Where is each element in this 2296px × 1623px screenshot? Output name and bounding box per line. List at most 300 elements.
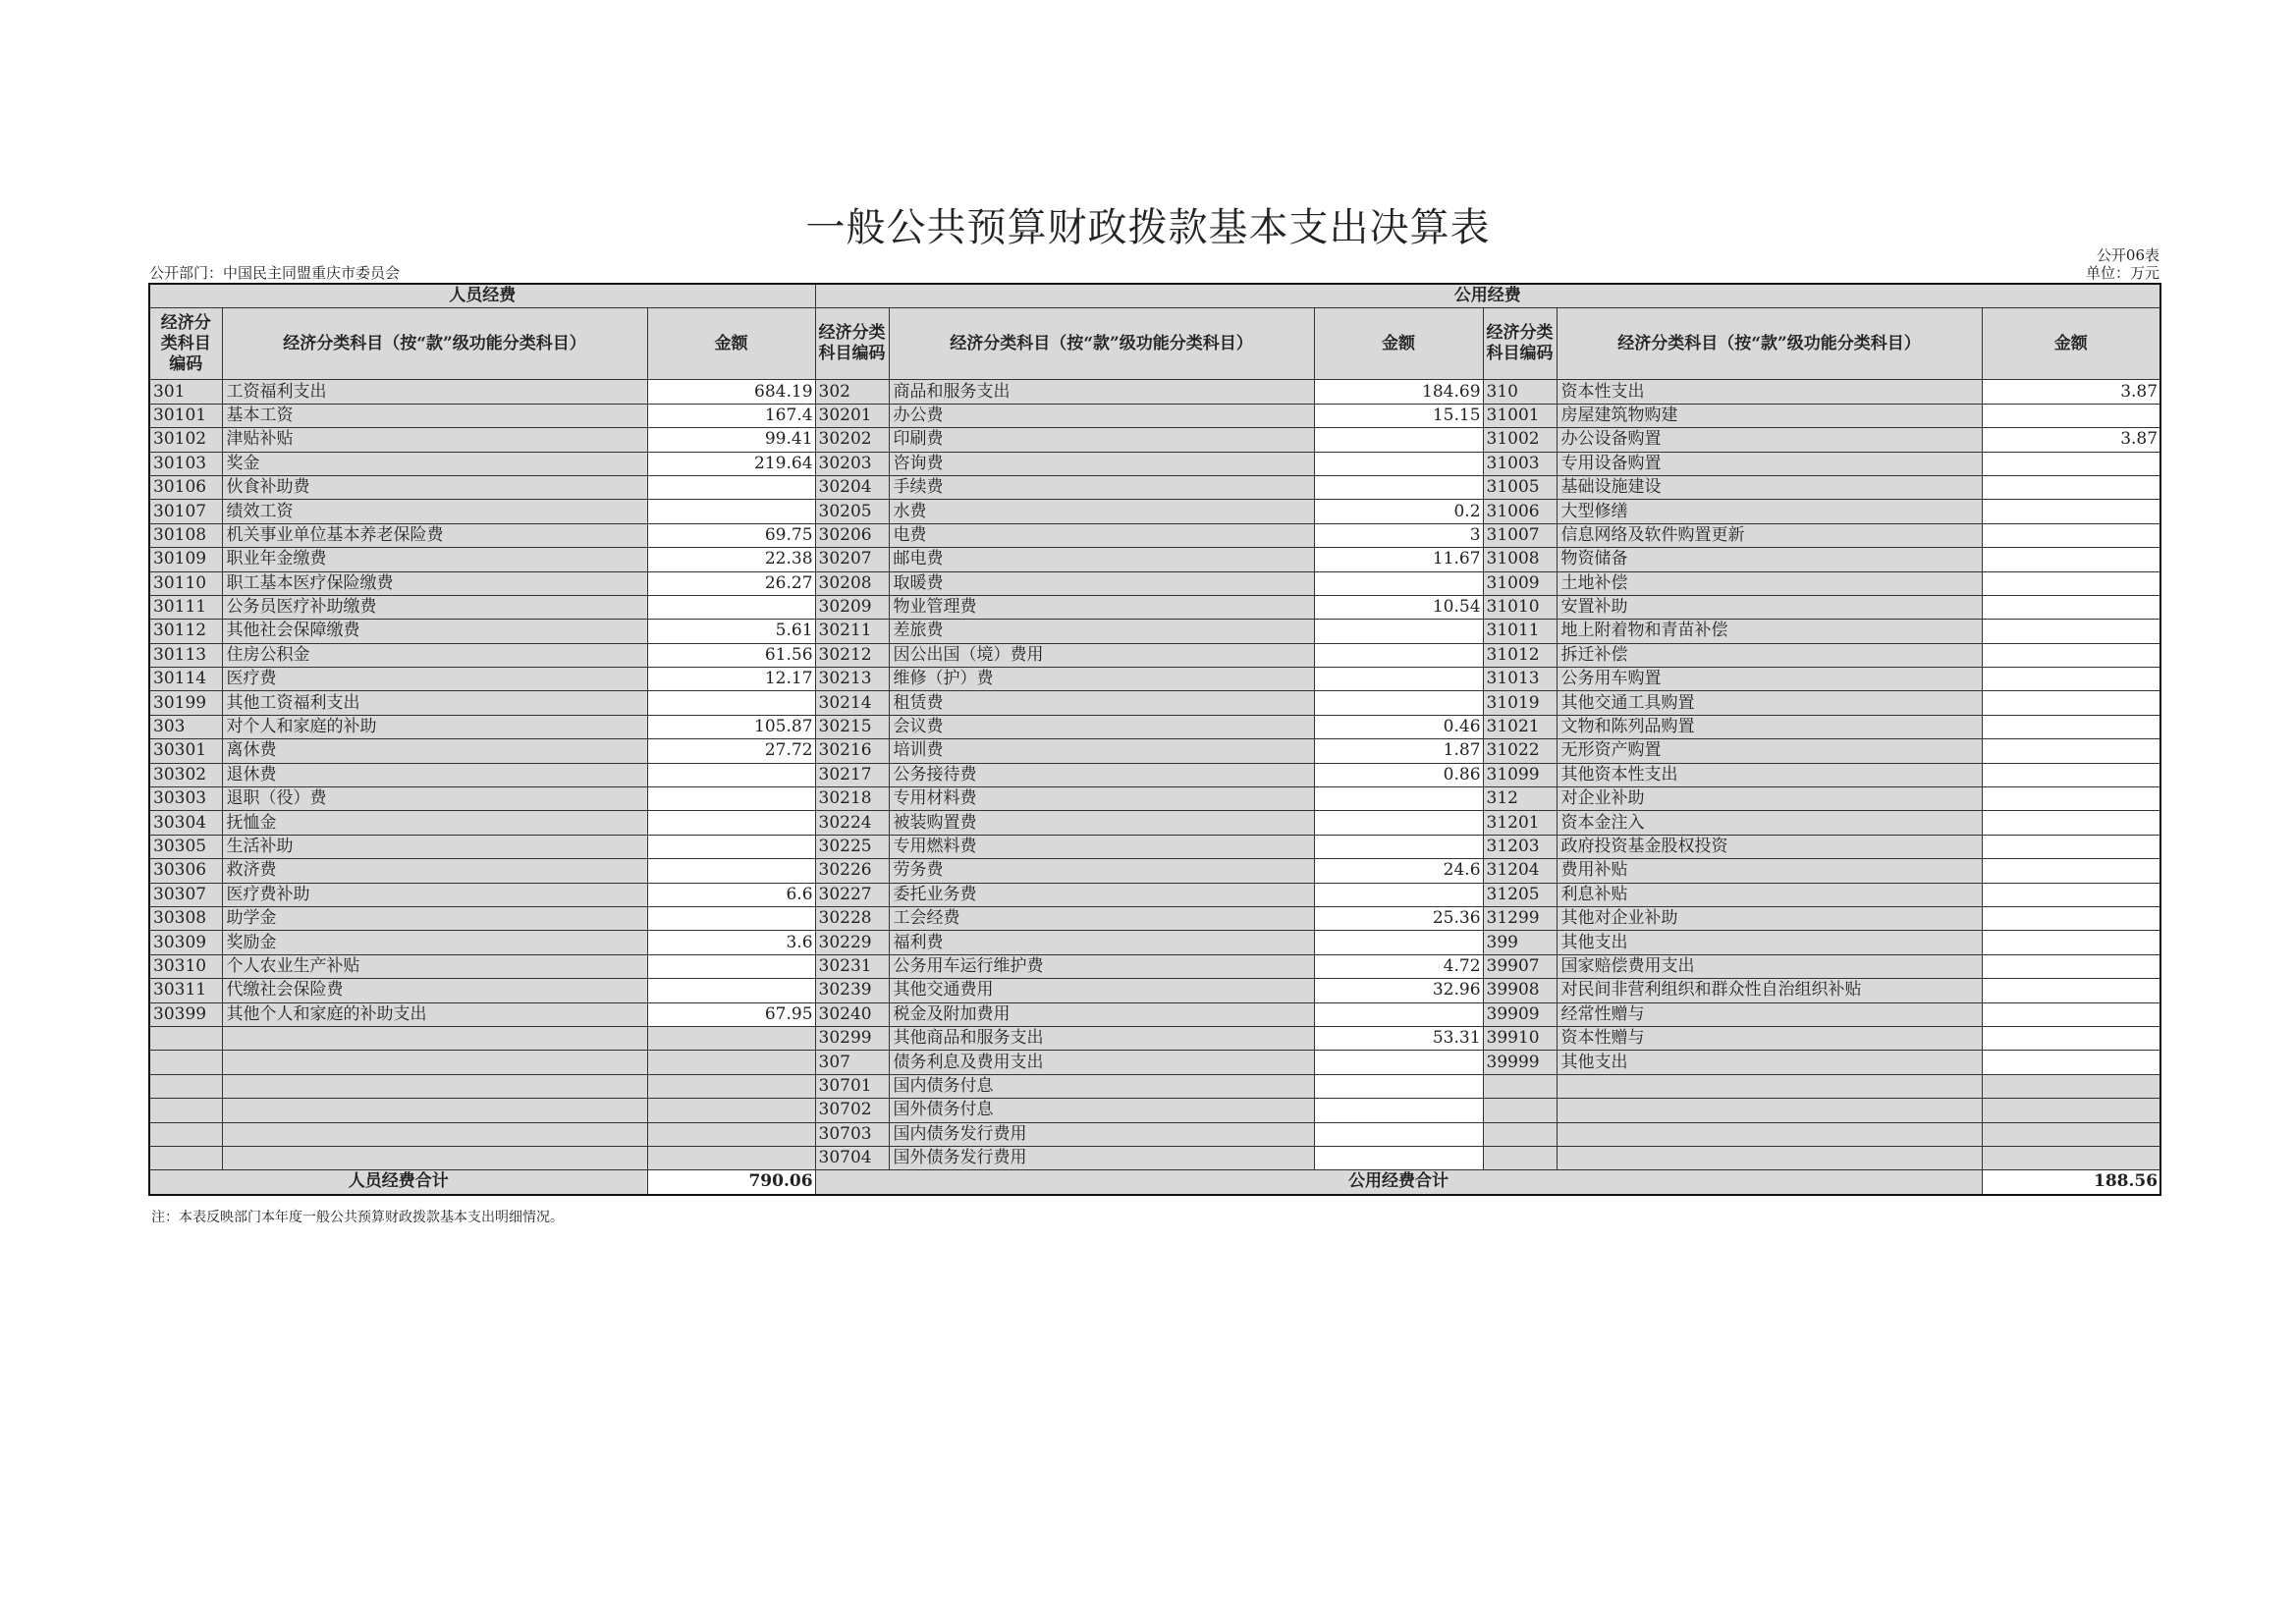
row-code: 30304: [149, 811, 222, 835]
row-name: 其他商品和服务支出: [889, 1026, 1314, 1050]
row-name: 机关事业单位基本养老保险费: [222, 523, 647, 547]
row-code: 31203: [1483, 835, 1557, 858]
row-name: 邮电费: [889, 548, 1314, 571]
row-amount: 0.86: [1314, 763, 1483, 786]
row-code: 31002: [1483, 428, 1557, 452]
table-row: [149, 739, 2160, 763]
row-code: 30199: [149, 691, 222, 715]
row-name: 其他个人和家庭的补助支出: [222, 1002, 647, 1026]
row-amount: [1314, 452, 1483, 475]
table-row: [149, 523, 2160, 547]
row-amount: 0.46: [1314, 715, 1483, 738]
row-code: [149, 1026, 222, 1050]
form-number: 公开06表: [2096, 246, 2159, 264]
row-amount: [1982, 500, 2160, 523]
row-amount: [647, 811, 815, 835]
row-amount: [1982, 620, 2160, 643]
row-code: 39908: [1483, 979, 1557, 1002]
row-amount: 5.61: [647, 620, 815, 643]
row-amount: 167.4: [647, 404, 815, 427]
table-row: [149, 1146, 2160, 1169]
row-code: [1483, 1099, 1557, 1122]
row-amount: [1982, 715, 2160, 738]
row-code: 30231: [815, 954, 889, 978]
row-amount: [1982, 859, 2160, 883]
row-code: 303: [149, 715, 222, 738]
row-amount: [1314, 1051, 1483, 1074]
row-amount: [1982, 1122, 2160, 1146]
row-name: 政府投资基金股权投资: [1557, 835, 1982, 858]
row-amount: [1982, 571, 2160, 595]
row-name: 文物和陈列品购置: [1557, 715, 1982, 738]
row-name: 培训费: [889, 739, 1314, 763]
row-name: 安置补助: [1557, 595, 1982, 619]
row-name: 电费: [889, 523, 1314, 547]
row-amount: [1982, 883, 2160, 906]
row-name: 手续费: [889, 475, 1314, 499]
row-code: 30229: [815, 931, 889, 954]
row-name: 土地补偿: [1557, 571, 1982, 595]
row-name: 公务接待费: [889, 763, 1314, 786]
row-amount: [647, 1026, 815, 1050]
row-amount: [1314, 883, 1483, 906]
row-amount: [1314, 691, 1483, 715]
row-code: 30113: [149, 643, 222, 667]
row-amount: [1314, 428, 1483, 452]
row-code: 30307: [149, 883, 222, 906]
row-code: 30240: [815, 1002, 889, 1026]
row-amount: [647, 1051, 815, 1074]
row-name: 个人农业生产补贴: [222, 954, 647, 978]
row-code: 30305: [149, 835, 222, 858]
row-code: 31011: [1483, 620, 1557, 643]
row-amount: [1314, 1099, 1483, 1122]
table-row: [149, 691, 2160, 715]
row-code: 30101: [149, 404, 222, 427]
row-name: 资本性赠与: [1557, 1026, 1982, 1050]
footnote: 注：本表反映部门本年度一般公共预算财政拨款基本支出明细情况。: [151, 1210, 564, 1225]
row-amount: [647, 1074, 815, 1098]
row-code: 30217: [815, 763, 889, 786]
table-row: [149, 380, 2160, 404]
row-code: 31012: [1483, 643, 1557, 667]
table-row: [149, 404, 2160, 427]
row-name: 生活补助: [222, 835, 647, 858]
row-name: 其他工资福利支出: [222, 691, 647, 715]
row-amount: [1982, 1146, 2160, 1169]
row-amount: [647, 595, 815, 619]
row-amount: [1314, 620, 1483, 643]
row-code: 312: [1483, 787, 1557, 811]
row-code: 30208: [815, 571, 889, 595]
row-code: 30106: [149, 475, 222, 499]
row-code: 30201: [815, 404, 889, 427]
personnel-total-label: 人员经费合计: [149, 1170, 647, 1195]
row-code: [149, 1146, 222, 1169]
row-name: 费用补贴: [1557, 859, 1982, 883]
row-name: 对企业补助: [1557, 787, 1982, 811]
row-code: 30310: [149, 954, 222, 978]
row-amount: [1982, 811, 2160, 835]
row-name: 其他支出: [1557, 931, 1982, 954]
table-row: [149, 571, 2160, 595]
row-name: 退休费: [222, 763, 647, 786]
row-amount: [1982, 643, 2160, 667]
row-amount: [1314, 1002, 1483, 1026]
row-amount: [647, 835, 815, 858]
row-code: 31021: [1483, 715, 1557, 738]
row-amount: [1314, 475, 1483, 499]
row-amount: 1.87: [1314, 739, 1483, 763]
row-amount: 684.19: [647, 380, 815, 404]
row-name: 其他交通工具购置: [1557, 691, 1982, 715]
row-code: 30702: [815, 1099, 889, 1122]
row-name: 专用材料费: [889, 787, 1314, 811]
row-code: 30209: [815, 595, 889, 619]
section-header-row: [149, 284, 2160, 308]
header-name: 经济分类科目（按“款”级功能分类科目）: [889, 308, 1314, 380]
row-code: 31003: [1483, 452, 1557, 475]
table-row: [149, 668, 2160, 691]
row-name: 房屋建筑物购建: [1557, 404, 1982, 427]
row-code: 30214: [815, 691, 889, 715]
row-amount: [647, 859, 815, 883]
row-code: 30309: [149, 931, 222, 954]
header-code: 经济分类科目编码: [149, 308, 222, 380]
row-code: 30215: [815, 715, 889, 738]
table-row: [149, 643, 2160, 667]
row-name: 公务用车购置: [1557, 668, 1982, 691]
table-row: [149, 931, 2160, 954]
row-code: 30703: [815, 1122, 889, 1146]
row-name: 咨询费: [889, 452, 1314, 475]
row-code: 30212: [815, 643, 889, 667]
row-code: 31022: [1483, 739, 1557, 763]
row-name: [222, 1026, 647, 1050]
table-row: [149, 883, 2160, 906]
table-row: [149, 452, 2160, 475]
row-name: [1557, 1122, 1982, 1146]
row-name: 印刷费: [889, 428, 1314, 452]
row-name: 住房公积金: [222, 643, 647, 667]
row-code: 30239: [815, 979, 889, 1002]
row-name: 地上附着物和青苗补偿: [1557, 620, 1982, 643]
row-amount: [1982, 1026, 2160, 1050]
row-code: [1483, 1146, 1557, 1169]
row-name: 奖励金: [222, 931, 647, 954]
row-name: 取暖费: [889, 571, 1314, 595]
row-name: 委托业务费: [889, 883, 1314, 906]
row-amount: [1314, 571, 1483, 595]
row-code: 30301: [149, 739, 222, 763]
row-code: 31009: [1483, 571, 1557, 595]
column-header-row: [149, 308, 2160, 380]
row-amount: 11.67: [1314, 548, 1483, 571]
row-amount: 105.87: [647, 715, 815, 738]
row-amount: 4.72: [1314, 954, 1483, 978]
row-name: 物资储备: [1557, 548, 1982, 571]
row-code: 30213: [815, 668, 889, 691]
expenditure-table: [148, 283, 2161, 1196]
row-code: 39909: [1483, 1002, 1557, 1026]
row-amount: [1982, 835, 2160, 858]
row-name: [1557, 1099, 1982, 1122]
row-code: 30110: [149, 571, 222, 595]
totals-row: [149, 1170, 2160, 1195]
table-row: [149, 548, 2160, 571]
row-name: 救济费: [222, 859, 647, 883]
row-code: 31204: [1483, 859, 1557, 883]
row-amount: [647, 979, 815, 1002]
row-code: 30303: [149, 787, 222, 811]
row-amount: [1314, 1146, 1483, 1169]
row-amount: 12.17: [647, 668, 815, 691]
row-code: 301: [149, 380, 222, 404]
row-amount: [647, 1146, 815, 1169]
table-row: [149, 954, 2160, 978]
row-code: 30311: [149, 979, 222, 1002]
row-name: [222, 1146, 647, 1169]
table-row: [149, 859, 2160, 883]
table-row: [149, 595, 2160, 619]
row-code: 307: [815, 1051, 889, 1074]
row-name: [222, 1074, 647, 1098]
row-code: 39910: [1483, 1026, 1557, 1050]
row-amount: 0.2: [1314, 500, 1483, 523]
row-amount: [1982, 1002, 2160, 1026]
row-name: 资本性支出: [1557, 380, 1982, 404]
row-name: 水费: [889, 500, 1314, 523]
row-code: [149, 1074, 222, 1098]
row-code: 30205: [815, 500, 889, 523]
row-name: 助学金: [222, 906, 647, 930]
row-amount: [647, 787, 815, 811]
table-row: [149, 1002, 2160, 1026]
header-amount: 金额: [1982, 308, 2160, 380]
expenditure-table-wrapper: [148, 283, 2159, 1196]
row-name: 信息网络及软件购置更新: [1557, 523, 1982, 547]
row-amount: [1982, 906, 2160, 930]
row-code: 30306: [149, 859, 222, 883]
row-amount: [647, 500, 815, 523]
row-amount: 53.31: [1314, 1026, 1483, 1050]
table-row: [149, 1122, 2160, 1146]
header-code: 经济分类科目编码: [1483, 308, 1557, 380]
row-name: 国外债务付息: [889, 1099, 1314, 1122]
row-amount: 3.87: [1982, 380, 2160, 404]
row-name: 大型修缮: [1557, 500, 1982, 523]
row-code: 30108: [149, 523, 222, 547]
row-amount: [647, 1122, 815, 1146]
row-amount: 10.54: [1314, 595, 1483, 619]
row-name: 对民间非营利组织和群众性自治组织补贴: [1557, 979, 1982, 1002]
row-code: 30111: [149, 595, 222, 619]
row-code: 30218: [815, 787, 889, 811]
table-row: [149, 715, 2160, 738]
row-amount: 67.95: [647, 1002, 815, 1026]
row-amount: [647, 475, 815, 499]
row-name: 其他资本性支出: [1557, 763, 1982, 786]
row-amount: 3.6: [647, 931, 815, 954]
row-amount: 69.75: [647, 523, 815, 547]
row-name: 其他对企业补助: [1557, 906, 1982, 930]
row-name: 其他社会保障缴费: [222, 620, 647, 643]
personnel-total-value: 790.06: [647, 1170, 815, 1195]
row-amount: 6.6: [647, 883, 815, 906]
row-code: 30207: [815, 548, 889, 571]
row-amount: [647, 763, 815, 786]
row-name: 公务员医疗补助缴费: [222, 595, 647, 619]
row-name: 医疗费补助: [222, 883, 647, 906]
row-amount: [647, 691, 815, 715]
row-name: 代缴社会保险费: [222, 979, 647, 1002]
table-row: [149, 475, 2160, 499]
row-name: 基本工资: [222, 404, 647, 427]
row-code: [149, 1051, 222, 1074]
row-code: 30202: [815, 428, 889, 452]
row-code: 31008: [1483, 548, 1557, 571]
public-total-label: 公用经费合计: [815, 1170, 1982, 1195]
row-code: 31006: [1483, 500, 1557, 523]
row-amount: 184.69: [1314, 380, 1483, 404]
table-row: [149, 500, 2160, 523]
row-name: 奖金: [222, 452, 647, 475]
row-name: 被装购置费: [889, 811, 1314, 835]
row-name: 津贴补贴: [222, 428, 647, 452]
row-amount: [1982, 523, 2160, 547]
row-name: 基础设施建设: [1557, 475, 1982, 499]
department-label: 公开部门：中国民主同盟重庆市委员会: [149, 264, 401, 282]
row-amount: 22.38: [647, 548, 815, 571]
row-amount: [1982, 595, 2160, 619]
row-name: 福利费: [889, 931, 1314, 954]
section-public: 公用经费: [815, 284, 2160, 308]
row-name: 因公出国（境）费用: [889, 643, 1314, 667]
row-name: 退职（役）费: [222, 787, 647, 811]
row-name: 经常性赠与: [1557, 1002, 1982, 1026]
row-amount: [1982, 763, 2160, 786]
row-code: 30224: [815, 811, 889, 835]
row-amount: 25.36: [1314, 906, 1483, 930]
header-amount: 金额: [647, 308, 815, 380]
table-row: [149, 1074, 2160, 1098]
row-amount: 15.15: [1314, 404, 1483, 427]
row-code: 31205: [1483, 883, 1557, 906]
row-amount: [1982, 1051, 2160, 1074]
row-amount: 26.27: [647, 571, 815, 595]
row-amount: [1314, 643, 1483, 667]
row-code: 30109: [149, 548, 222, 571]
row-name: [1557, 1074, 1982, 1098]
row-name: 医疗费: [222, 668, 647, 691]
row-name: 差旅费: [889, 620, 1314, 643]
header-name: 经济分类科目（按“款”级功能分类科目）: [222, 308, 647, 380]
row-code: 30114: [149, 668, 222, 691]
row-code: 30399: [149, 1002, 222, 1026]
row-amount: 24.6: [1314, 859, 1483, 883]
row-code: 30227: [815, 883, 889, 906]
row-amount: [1982, 1074, 2160, 1098]
row-name: [1557, 1146, 1982, 1169]
row-amount: [1314, 931, 1483, 954]
row-name: 专用设备购置: [1557, 452, 1982, 475]
row-code: 31005: [1483, 475, 1557, 499]
row-amount: [1982, 452, 2160, 475]
row-name: 无形资产购置: [1557, 739, 1982, 763]
row-code: 30704: [815, 1146, 889, 1169]
header-code: 经济分类科目编码: [815, 308, 889, 380]
row-amount: [1314, 811, 1483, 835]
row-name: 专用燃料费: [889, 835, 1314, 858]
row-code: 30302: [149, 763, 222, 786]
row-code: 30102: [149, 428, 222, 452]
row-amount: 61.56: [647, 643, 815, 667]
row-name: 其他交通费用: [889, 979, 1314, 1002]
table-row: [149, 906, 2160, 930]
row-name: 国外债务发行费用: [889, 1146, 1314, 1169]
report-title: 一般公共预算财政拨款基本支出决算表: [805, 205, 1491, 250]
row-code: 30701: [815, 1074, 889, 1098]
row-code: 30206: [815, 523, 889, 547]
row-amount: [1982, 931, 2160, 954]
row-amount: 32.96: [1314, 979, 1483, 1002]
row-name: 商品和服务支出: [889, 380, 1314, 404]
row-code: 302: [815, 380, 889, 404]
row-name: 公务用车运行维护费: [889, 954, 1314, 978]
row-name: 物业管理费: [889, 595, 1314, 619]
table-row: [149, 835, 2160, 858]
row-code: [1483, 1122, 1557, 1146]
row-code: 30107: [149, 500, 222, 523]
row-name: 国家赔偿费用支出: [1557, 954, 1982, 978]
row-name: 其他支出: [1557, 1051, 1982, 1074]
row-code: 30226: [815, 859, 889, 883]
row-amount: 99.41: [647, 428, 815, 452]
table-row: [149, 787, 2160, 811]
row-name: 工资福利支出: [222, 380, 647, 404]
row-name: 劳务费: [889, 859, 1314, 883]
row-code: 30103: [149, 452, 222, 475]
row-name: 伙食补助费: [222, 475, 647, 499]
row-amount: [647, 906, 815, 930]
table-row: [149, 979, 2160, 1002]
row-code: 31007: [1483, 523, 1557, 547]
table-row: [149, 620, 2160, 643]
row-code: 399: [1483, 931, 1557, 954]
row-name: 利息补贴: [1557, 883, 1982, 906]
row-name: [222, 1122, 647, 1146]
row-code: 31001: [1483, 404, 1557, 427]
row-amount: [1314, 835, 1483, 858]
row-name: 工会经费: [889, 906, 1314, 930]
row-name: 国内债务发行费用: [889, 1122, 1314, 1146]
row-name: 办公费: [889, 404, 1314, 427]
row-name: 绩效工资: [222, 500, 647, 523]
unit-label: 单位：万元: [2085, 264, 2159, 282]
row-name: 对个人和家庭的补助: [222, 715, 647, 738]
row-code: [149, 1099, 222, 1122]
row-name: 国内债务付息: [889, 1074, 1314, 1098]
row-amount: [1314, 1074, 1483, 1098]
row-code: 31299: [1483, 906, 1557, 930]
row-amount: [1982, 668, 2160, 691]
row-code: 39907: [1483, 954, 1557, 978]
row-code: 31013: [1483, 668, 1557, 691]
row-name: 拆迁补偿: [1557, 643, 1982, 667]
row-amount: 219.64: [647, 452, 815, 475]
table-row: [149, 1099, 2160, 1122]
row-code: 30203: [815, 452, 889, 475]
